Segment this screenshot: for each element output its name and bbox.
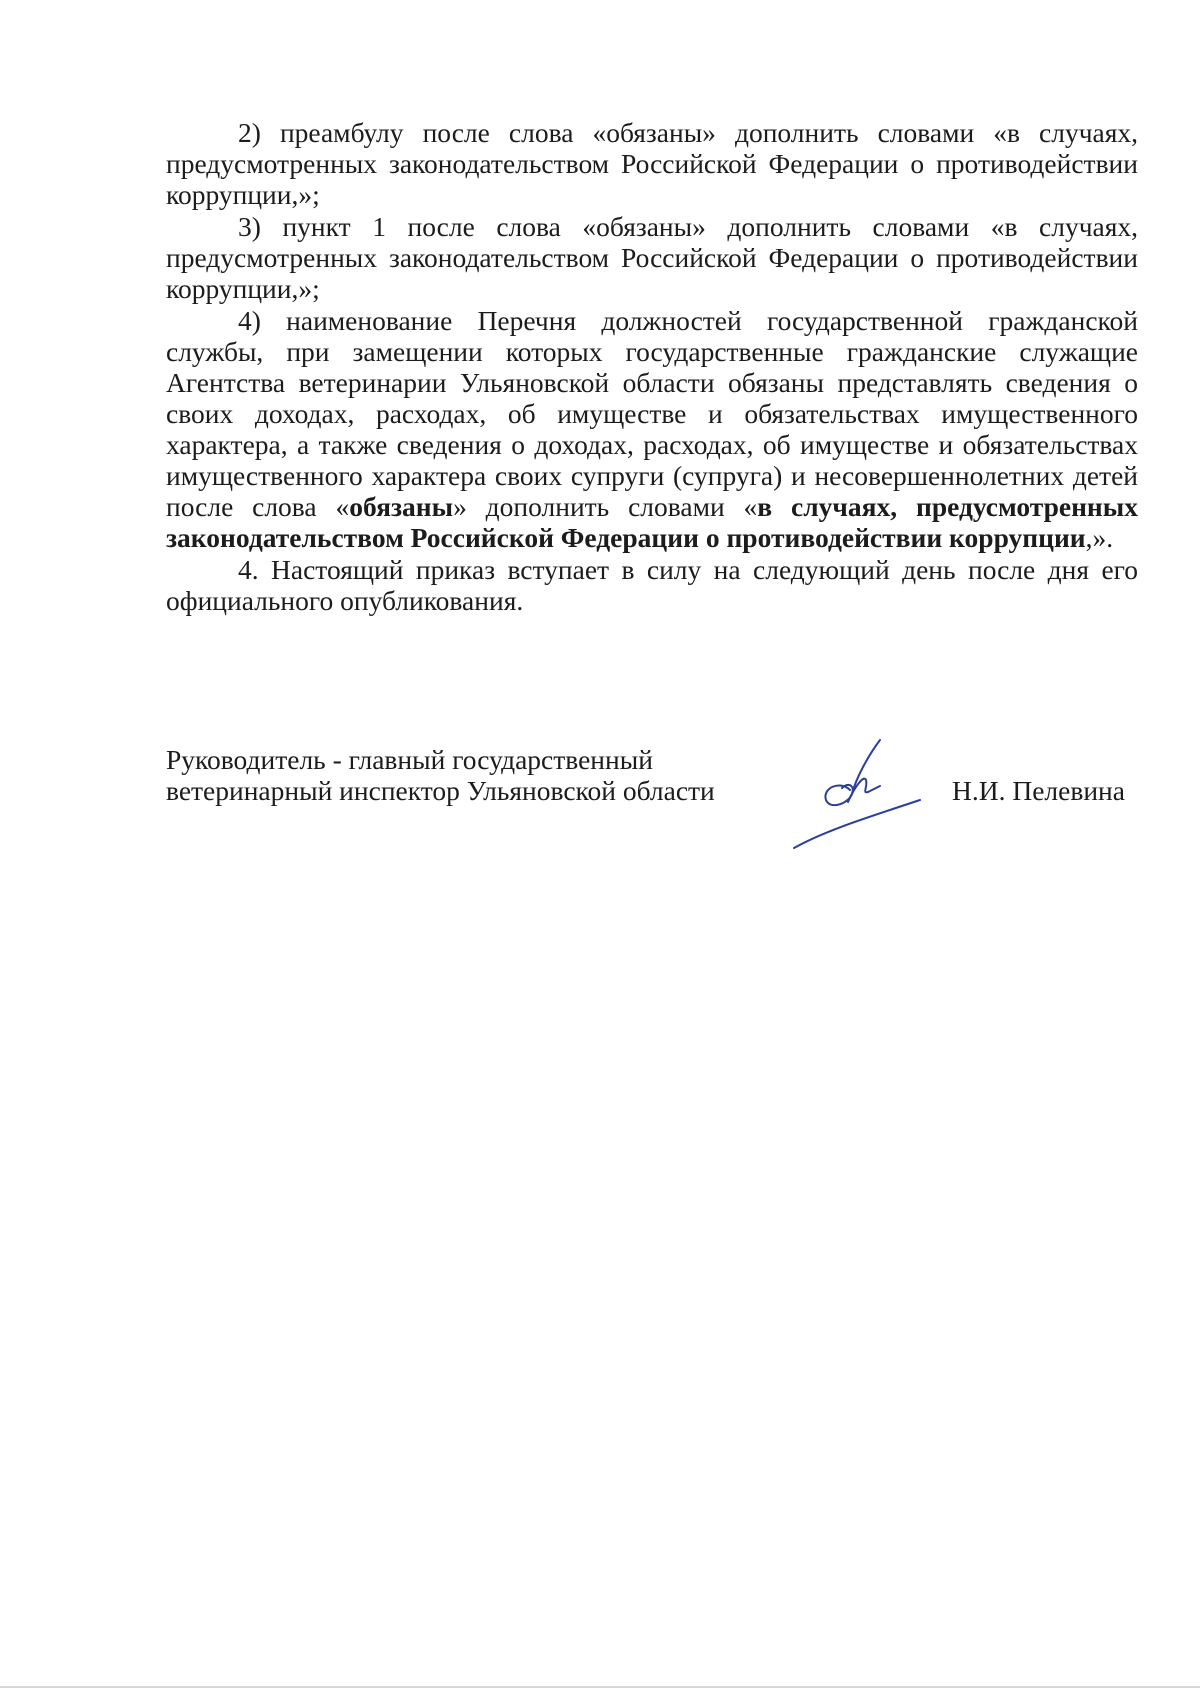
paragraph-item-3: 3) пункт 1 после слова «обязаны» дополнить словами «в случаях, предусмотренных законодательством Российской Федерации о противодействии коррупции,»; [166,211,1138,304]
signer-position-line-1: Руководитель - главный государственный [166,744,653,775]
bold-word: обязаны [349,491,454,522]
scan-edge-divider [0,1686,1200,1688]
paragraph-text: ,». [1085,522,1114,553]
signer-position-line-2: ветеринарный инспектор Ульяновской области [166,775,715,806]
paragraph-text: » дополнить словами « [453,491,758,522]
paragraph-clause-4: 4. Настоящий приказ вступает в силу на следующий день после дня его официального опубликования. [166,554,1138,616]
signature-strokes [794,740,920,848]
bold-phrase: в случаях, предусмотренных законодательством Российской Федерации о противодействии коррупции [166,491,1139,553]
document-body [166,117,1138,617]
handwritten-signature [792,730,922,850]
paragraph-item-4 [166,305,1138,553]
signer-position [166,744,715,806]
paragraph-text: 4) наименование Перечня должностей государственной гражданской службы, при замещении которых государственные гражданские служащие Агентства ветеринарии Ульяновской области обязаны представлять сведения о своих доходах, расходах, об имуществе и обязательствах имущественного характера, а также сведения о доходах, расходах, об имуществе и обязательствах имущественного характера своих супруги (супруга) и несовершеннолетних детей после слова « [166,305,1138,522]
paragraph-item-2: 2) преамбулу после слова «обязаны» дополнить словами «в случаях, предусмотренных законодательством Российской Федерации о противодействии коррупции,»; [166,117,1138,210]
signer-name: Н.И. Пелевина [952,775,1125,806]
